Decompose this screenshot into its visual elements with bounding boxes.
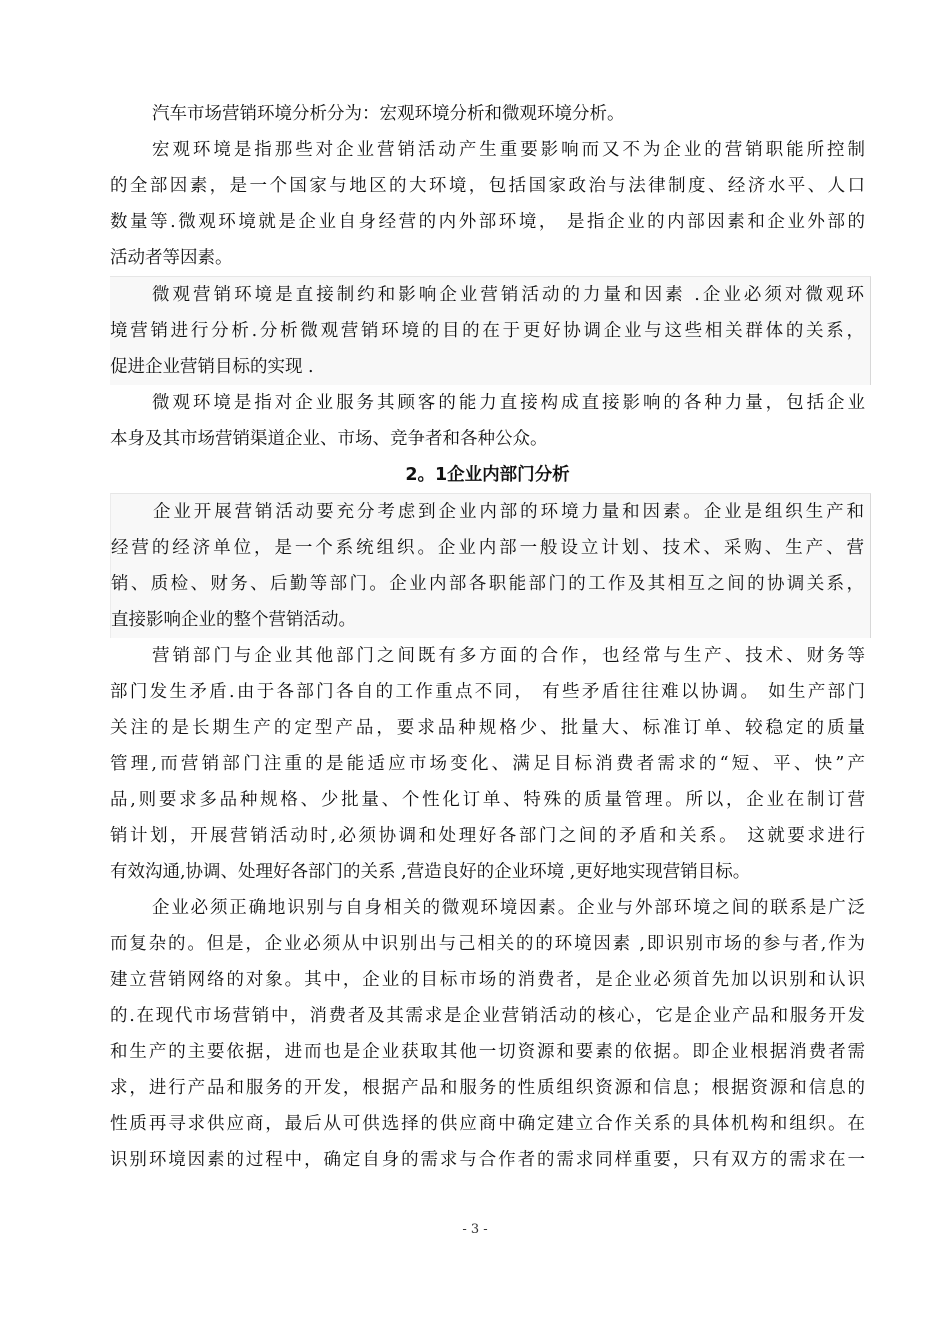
text-line: 数量等.微观环境就是企业自身经营的内外部环境， 是指企业的内部因素和企业外部的	[110, 212, 865, 232]
text-line: 的.在现代市场营销中，消费者及其需求是企业营销活动的核心，它是企业产品和服务开发	[110, 1006, 865, 1026]
text-line: 企业开展营销活动要充分考虑到企业内部的环境力量和因素。企业是组织生产和	[110, 493, 871, 530]
paragraph-micro-marketing	[110, 276, 865, 385]
text-line: 管理,而营销部门注重的是能适应市场变化、满足目标消费者需求的“短、平、快”产	[110, 754, 865, 774]
document-body	[110, 96, 865, 1178]
paragraph-identify-factors	[110, 890, 865, 1178]
text-line: 本身及其市场营销渠道企业、市场、竞争者和各种公众。	[110, 429, 548, 449]
paragraph-department-coordination	[110, 638, 865, 890]
text-line: 企业必须正确地识别与自身相关的微观环境因素。企业与外部环境之间的联系是广泛	[152, 898, 865, 918]
text-line: 关注的是长期生产的定型产品，要求品种规格少、批量大、标准订单、较稳定的质量	[110, 718, 865, 738]
text-line: 品,则要求多品种规格、少批量、个性化订单、特殊的质量管理。所以，企业在制订营	[110, 790, 865, 810]
text-line: 促进企业营销目标的实现 .	[110, 349, 871, 385]
text-line: 求，进行产品和服务的开发，根据产品和服务的性质组织资源和信息；根据资源和信息的	[110, 1078, 865, 1098]
text-line: 的全部因素，是一个国家与地区的大环境，包括国家政治与法律制度、经济水平、人口	[110, 176, 865, 196]
section-heading: 2。1企业内部门分析	[405, 465, 570, 485]
page-number: - 3 -	[462, 1222, 488, 1237]
text-line: 而复杂的。但是，企业必须从中识别出与己相关的的环境因素 ,即识别市场的参与者,作为	[110, 934, 865, 954]
text-line: 销、质检、财务、后勤等部门。企业内部各职能部门的工作及其相互之间的协调关系，	[110, 566, 871, 602]
text-line: 经营的经济单位，是一个系统组织。企业内部一般设立计划、技术、采购、生产、营	[110, 530, 871, 566]
text-line: 微观环境是指对企业服务其顾客的能力直接构成直接影响的各种力量，包括企业	[152, 393, 865, 413]
text-line: 境营销进行分析.分析微观营销环境的目的在于更好协调企业与这些相关群体的关系，	[110, 313, 871, 349]
text-line: 汽车市场营销环境分析分为：宏观环境分析和微观环境分析。	[152, 104, 625, 124]
text-line: 性质再寻求供应商，最后从可供选择的供应商中确定建立合作关系的具体机构和组织。在	[110, 1114, 865, 1134]
text-line: 营销部门与企业其他部门之间既有多方面的合作，也经常与生产、技术、财务等	[152, 646, 865, 666]
text-line: 直接影响企业的整个营销活动。	[110, 602, 871, 638]
text-line: 有效沟通,协调、处理好各部门的关系 ,营造良好的企业环境 ,更好地实现营销目标。	[110, 862, 751, 882]
paragraph-macro-environment	[110, 132, 865, 276]
text-line: 微观营销环境是直接制约和影响企业营销活动的力量和因素 .企业必须对微观环	[110, 276, 871, 313]
text-line: 和生产的主要依据，进而也是企业获取其他一切资源和要素的依据。即企业根据消费者需	[110, 1042, 865, 1062]
paragraph-internal-departments	[110, 493, 865, 638]
text-line: 活动者等因素。	[110, 248, 233, 268]
paragraph-micro-environment	[110, 385, 865, 457]
paragraph-overview	[110, 96, 865, 132]
text-line: 识别环境因素的过程中，确定自身的需求与合作者的需求同样重要，只有双方的需求在一	[110, 1150, 865, 1170]
text-line: 建立营销网络的对象。其中，企业的目标市场的消费者，是企业必须首先加以识别和认识	[110, 970, 865, 990]
text-line: 宏观环境是指那些对企业营销活动产生重要影响而又不为企业的营销职能所控制	[152, 140, 865, 160]
text-line: 部门发生矛盾.由于各部门各自的工作重点不同， 有些矛盾往往难以协调。 如生产部门	[110, 682, 865, 702]
text-line: 销计划，开展营销活动时,必须协调和处理好各部门之间的矛盾和关系。 这就要求进行	[110, 826, 865, 846]
